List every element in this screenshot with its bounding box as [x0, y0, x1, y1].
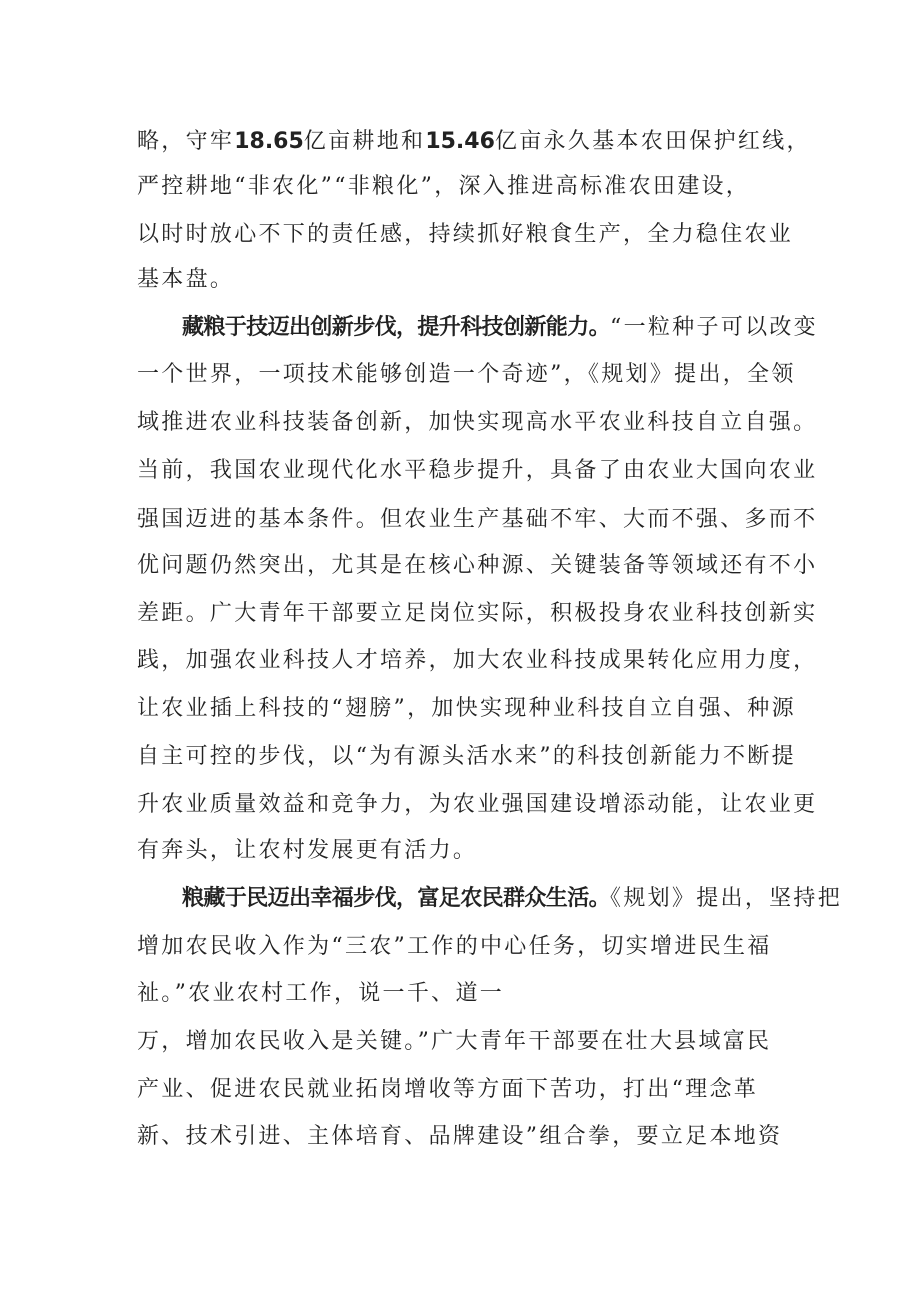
section-heading: 粮藏于民迈出幸福步伐，富足农民群众生活。	[182, 886, 611, 911]
paragraph-line: 有奔头，让农村发展更有活力。	[137, 838, 478, 863]
paragraph-line: 一个世界，一项技术能够创造一个奇迹”，《规划》提出，全领	[137, 362, 796, 387]
section-heading: 藏粮于技迈出创新步伐，提升科技创新能力。	[182, 315, 611, 340]
paragraph-line: 升农业质量效益和竞争力，为农业强国建设增添动能，让农业更	[137, 792, 818, 817]
paragraph-line: 优问题仍然突出，尤其是在核心种源、关键装备等领域还有不小	[137, 553, 818, 578]
paragraph-line: 域推进农业科技装备创新，加快实现高水平农业科技自立自强。	[137, 410, 818, 435]
paragraph-line: 当前，我国农业现代化水平稳步提升，具备了由农业大国向农业	[137, 458, 818, 483]
paragraph-line: 强国迈进的基本条件。但农业生产基础不牢、大而不强、多而不	[137, 507, 818, 532]
paragraph-text: 《规划》提出，坚持把	[610, 886, 843, 911]
paragraph-line: 以时时放心不下的责任感，持续抓好粮食生产，全力稳住农业	[137, 222, 794, 247]
paragraph-line: 略，守牢18.65亿亩耕地和15.46亿亩永久基本农田保护红线，	[137, 129, 811, 154]
paragraph-line: 万，增加农民收入是关键。”广大青年干部要在壮大县域富民	[137, 1029, 772, 1054]
paragraph-line: 自主可控的步伐，以“为有源头活水来”的科技创新能力不断提	[137, 744, 796, 769]
paragraph-line: 践，加强农业科技人才培养，加大农业科技成果转化应用力度，	[137, 648, 818, 673]
paragraph-line: 产业、促进农民就业拓岗增收等方面下苦功，打出“理念革	[137, 1077, 759, 1102]
paragraph-line: 让农业插上科技的“翅膀”，加快实现种业科技自立自强、种源	[137, 696, 796, 721]
number-text: 15.46	[425, 129, 495, 154]
paragraph-first-line	[182, 313, 818, 343]
paragraph-line: 基本盘。	[137, 267, 235, 292]
paragraph-text: “一粒种子可以改变	[610, 315, 818, 340]
paragraph-first-line	[182, 884, 842, 914]
paragraph-line: 增加农民收入作为“三农”工作的中心任务，切实增进民生福	[137, 934, 772, 959]
paragraph-line: 祉。”农业农村工作，说一千、道一	[137, 981, 505, 1006]
number-text: 18.65	[234, 129, 304, 154]
paragraph-line: 差距。广大青年干部要立足岗位实际，积极投身农业科技创新实	[137, 601, 818, 626]
paragraph-line: 严控耕地“非农化”“非粮化”，深入推进高标准农田建设，	[137, 174, 751, 199]
paragraph-line: 新、技术引进、主体培育、品牌建设”组合拳，要立足本地资	[137, 1124, 783, 1149]
